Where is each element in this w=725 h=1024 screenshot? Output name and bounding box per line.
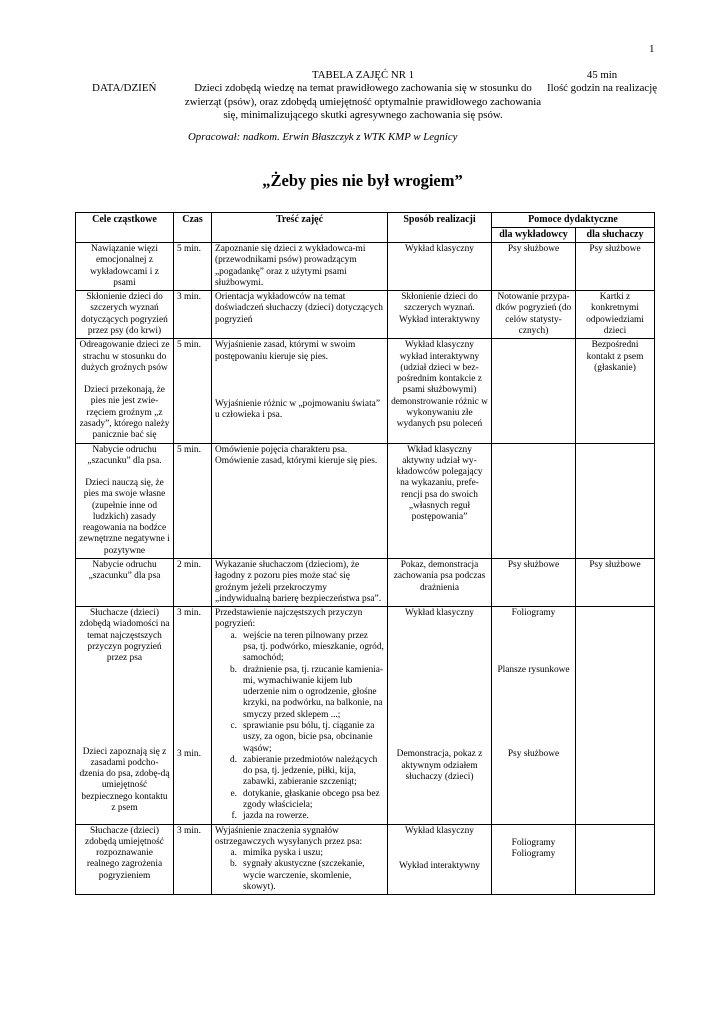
method-text: Wykład klasyczny (405, 608, 474, 619)
method-text-2: Demonstracja, pokaz z aktywnym odziałem słuchaczy (dzieci) (396, 749, 483, 782)
goal-text: Odreagowanie dzieci ze strachu w stosunku do dużych groźnych psów (79, 340, 170, 373)
table-row (76, 607, 655, 824)
content-cell: Omówienie pojęcia charakteru psa. Omówienie zasad, którymi kieruje się pies. (212, 443, 388, 559)
header-right (543, 69, 661, 96)
time-cell (174, 607, 212, 824)
goal-cell: Słuchacze (dzieci) zdobędą umiejętność rozpoznawanie realnego zagrożenia pogryzieniem (76, 824, 174, 895)
aid-lecturer-cell (492, 443, 576, 559)
header-row (76, 213, 655, 228)
header-aids: Pomoce dydaktyczne (492, 213, 655, 228)
header-time: Czas (174, 213, 212, 243)
aid-listeners-cell: Psy służbowe (576, 559, 655, 607)
goal-cell: Nabycie odruchu „szacunku” dla psa (76, 559, 174, 607)
aid-listeners-cell: Psy służbowe (576, 243, 655, 291)
list-item: a. wejście na teren pilnowany przez psa, tj. podwórko, mieszkanie, ogród, samochód; (230, 630, 384, 664)
content-text-2: Wyjaśnienie różnic w „pojmowaniu świata” u człowieka i psa. (215, 398, 381, 421)
content-cell: Wykazanie słuchaczom (dzieciom), że łagodny z pozoru pies może stać się groźnym jeżeli przekroczymy „indywidualną barierę bezpieczeństwa psa”. (212, 559, 388, 607)
goal-cell: Nawiązanie więzi emocjonalnej z wykładowcami i z psami (76, 243, 174, 291)
aid-lecturer-cell (492, 824, 576, 895)
content-intro: Przedstawienie najczęstszych przyczyn pogryzień: (215, 608, 363, 630)
content-cell: Zapoznanie się dzieci z wykładowca-mi (przewodnikami psów) prowadzącym „pogadankę” oraz z użytymi psami służbowymi. (212, 243, 388, 291)
aid-listeners-cell (576, 607, 655, 824)
hours-label: Ilość godzin na realizację (546, 82, 657, 95)
list-item: e. dotykanie, głaskanie obcego psa bez zgody właściciela; (230, 788, 380, 810)
method-text: Wykład klasyczny (405, 825, 474, 836)
header-center (180, 69, 546, 123)
lesson-table (75, 212, 655, 895)
goal-text: Słuchacze (dzieci) zdobędą wiadomości na temat najczęstszych przyczyn pogryzień przez psa (79, 608, 170, 664)
aid-lecturer-cell (492, 607, 576, 824)
method-text-2: Wykład interaktywny (399, 860, 480, 871)
goal-text-2: Dzieci przekonają, że pies nie jest zwie-rzęciem groźnym „z zasady”, którego należy panicznie bać się (79, 385, 170, 441)
goal-cell (76, 339, 174, 443)
content-text: Wyjaśnienie zasad, którymi w swoim postępowaniu kieruje się pies. (215, 340, 356, 362)
time-cell: 5 min. (174, 339, 212, 443)
goal-cell: Skłonienie dzieci do szczerych wyznań dotyczących pogryzień przez psy (do krwi) (76, 291, 174, 339)
list-item: d. zabieranie przedmiotów należących do psa, tj. jedzenie, piłki, kija, zabawki, zabieranie szczeniąt; (229, 754, 378, 788)
goal-text-2: Dzieci nauczą się, że pies ma swoje własne (zupełnie inne od ludzkich) zasady reagowania na bodźce zewnętrzne negatywne i pozytywne (79, 478, 170, 556)
goal-text: Nabycie odruchu „szacunku” dla psa. (87, 444, 162, 466)
list-item: f. jazda na rowerze. (231, 811, 309, 822)
method-cell (388, 824, 492, 895)
header-method: Sposób realizacji (388, 213, 492, 243)
header-content: Treść zajęć (212, 213, 388, 243)
aid-text: Foliogramy (511, 608, 556, 619)
table-row (76, 559, 655, 607)
time-cell: 3 min. (174, 291, 212, 339)
header-aids-lecturer: dla wykładowcy (492, 228, 576, 243)
header-aids-listeners: dla słuchaczy (576, 228, 655, 243)
aid-listeners-cell (576, 824, 655, 895)
aid-listeners-cell: Bezpośredni kontakt z psem (głaskanie) (576, 339, 655, 443)
content-cell (212, 824, 388, 895)
document-title: „Żeby pies nie był wrogiem” (262, 171, 463, 190)
list-item: a. mimika pyska i uszu; (230, 848, 323, 859)
aid-lecturer-cell (492, 339, 576, 443)
aid-lecturer-cell: Psy służbowe (492, 559, 576, 607)
goal-cell (76, 607, 174, 824)
table-row (76, 291, 655, 339)
table-row (76, 243, 655, 291)
table-row (76, 339, 655, 443)
method-cell: Wykład klasyczny (388, 243, 492, 291)
aid-text-3: Psy służbowe (507, 748, 560, 759)
aid-lecturer-cell: Notowanie przypa-dków pogryzień (do celów statysty-cznych) (492, 291, 576, 339)
content-cell (212, 339, 388, 443)
aid-lecturer-cell: Psy służbowe (492, 243, 576, 291)
time-cell: 2 min. (174, 559, 212, 607)
aid-text: Foliogramy (511, 837, 556, 848)
list-item: b. drażnienie psa, tj. rzucanie kamienia-mi, wymachiwanie kijem lub uderzenie nim o ogrodzenie, głośne krzyki, na podwórku, na balkonie, na smyczy przed sklepem ...; (229, 664, 384, 720)
time-cell: 5 min. (174, 243, 212, 291)
signal-list (215, 848, 384, 893)
method-cell (388, 607, 492, 824)
content-intro: Wyjaśnienie znaczenia sygnałów ostrzegawczych wysyłanych przez psa: (215, 825, 363, 847)
method-cell: Wykład klasyczny wykład interaktywny (udział dzieci w bez-pośrednim kontakcie z psami służbowymi) demonstrowanie różnic w wykonywaniu złe wydanych psu poleceń (388, 339, 492, 443)
time-text-2: 3 min. (177, 749, 201, 760)
time-cell: 5 min. (174, 443, 212, 559)
aid-listeners-cell: Kartki z konkretnymi odpowiedziami dzieci (576, 291, 655, 339)
method-cell: Pokaz, demonstracja zachowania psa podczas drażnienia (388, 559, 492, 607)
lesson-goal: Dzieci zdobędą wiedzę na temat prawidłowego zachowania się w stosunku do zwierząt (psów), oraz zdobędą umiejętność optymalnie prawidłowego zachowania się, minimalizującego skutki agresywnego zachowania się psów. (184, 82, 542, 122)
table-title: TABELA ZAJĘĆ NR 1 (311, 69, 414, 81)
method-cell: Wkład klasyczny aktywny udział wy-kładowców polegający na wykazaniu, prefe-rencji psa do swoich „własnych reguł postępowania” (388, 443, 492, 559)
table-row (76, 443, 655, 559)
time-text: 3 min. (177, 608, 201, 619)
content-cell (212, 607, 388, 824)
method-cell: Skłonienie dzieci do szczerych wyznań. Wykład interaktywny (388, 291, 492, 339)
goal-text-2: Dzieci zapoznają się z zasadami podcho-dzenia do psa, zdobę-dą umiejętność bezpiecznego kontaktu z psem (79, 746, 170, 813)
table-row (76, 824, 655, 895)
aid-listeners-cell (576, 443, 655, 559)
list-item: c. sprawianie psu bólu, tj. ciąganie za uszy, za ogon, bicie psa, obcinanie wąsów; (230, 720, 375, 754)
list-item: b. sygnały akustyczne (szczekanie, wycie warczenie, skomlenie, skowyt). (229, 859, 365, 892)
goal-cell (76, 443, 174, 559)
header-goals: Cele cząstkowe (76, 213, 174, 243)
time-cell: 3 min. (174, 824, 212, 895)
date-day-label: DATA/DZIEŃ (92, 82, 157, 94)
cause-list (215, 631, 384, 823)
content-cell: Orientacja wykładowców na temat doświadczeń słuchaczy (dzieci) dotyczących pogryzień (212, 291, 388, 339)
duration: 45 min (586, 69, 618, 81)
aid-text-2: Plansze rysunkowe (497, 665, 570, 676)
page-number: 1 (649, 43, 655, 55)
aid-text-2: Foliogramy (511, 848, 556, 859)
author-line: Opracował: nadkom. Erwin Błaszczyk z WTK KMP w Legnicy (188, 131, 458, 143)
